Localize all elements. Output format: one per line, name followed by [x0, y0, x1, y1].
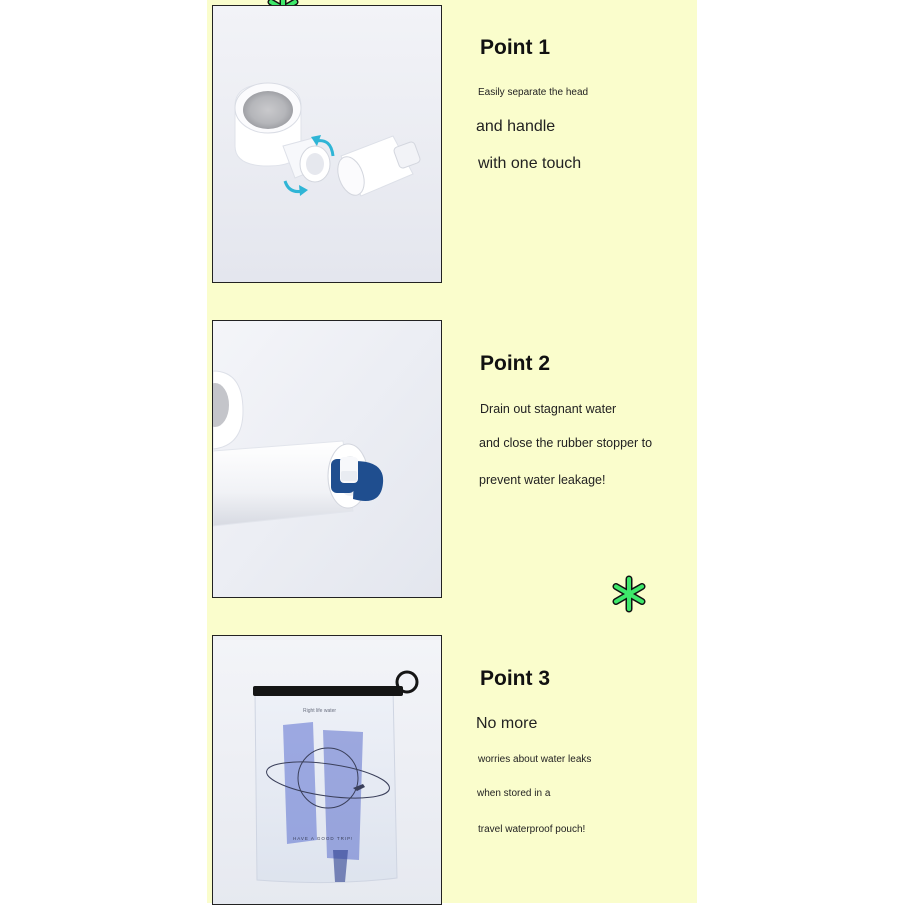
point-3-line-2: worries about water leaks — [478, 754, 592, 765]
point-2-title: Point 2 — [480, 352, 551, 375]
asterisk-icon — [610, 575, 648, 613]
point-3-title: Point 3 — [480, 667, 551, 690]
point-1-line-3: with one touch — [478, 155, 582, 172]
point-3-line-1: No more — [476, 715, 538, 732]
pouch-brand-text: Right life water — [303, 708, 337, 714]
point-1-line-2: and handle — [476, 118, 556, 135]
point-3-line-3: when stored in a — [477, 788, 551, 799]
point-3-line-4: travel waterproof pouch! — [478, 824, 586, 835]
point-1-title: Point 1 — [480, 36, 551, 59]
product-photo-separated — [212, 5, 442, 283]
product-photo-drain-stopper — [212, 320, 442, 598]
point-2-line-1: Drain out stagnant water — [480, 402, 617, 416]
product-photo-travel-pouch — [212, 635, 442, 905]
point-1-line-1: Easily separate the head — [478, 87, 589, 98]
pouch-slogan-text: HAVE A GOOD TRIP! — [293, 836, 354, 841]
point-2-line-3: prevent water leakage! — [479, 473, 606, 487]
point-2-line-2: and close the rubber stopper to — [479, 436, 653, 450]
